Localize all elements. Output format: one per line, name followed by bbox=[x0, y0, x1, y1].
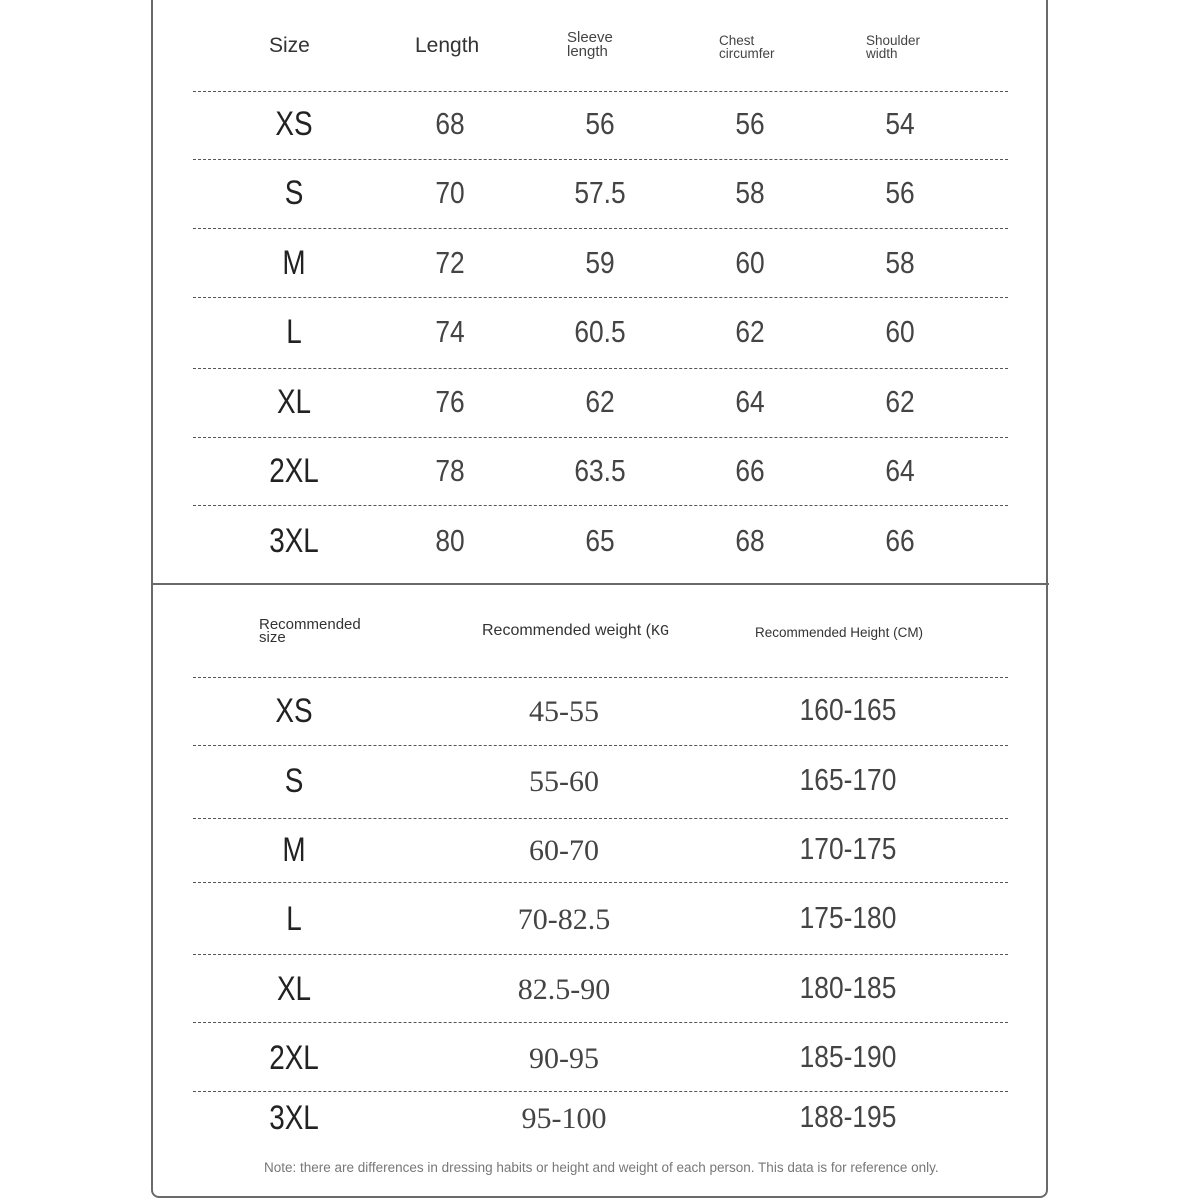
header-recommended-size: Recommended size bbox=[259, 616, 361, 646]
shoulder-width-cell: 60 bbox=[885, 314, 915, 349]
recommended-size-cell: M bbox=[282, 831, 306, 869]
section-divider bbox=[151, 583, 1049, 585]
recommended-size-cell: L bbox=[286, 900, 302, 938]
size-cell: M bbox=[282, 244, 306, 282]
dashed-row-separator bbox=[193, 297, 1008, 298]
length-cell: 74 bbox=[435, 314, 465, 349]
header-length: Length bbox=[415, 34, 480, 57]
dashed-row-separator bbox=[193, 437, 1008, 438]
recommended-size-cell: XS bbox=[275, 692, 313, 730]
length-cell: 68 bbox=[435, 106, 465, 141]
shoulder-width-cell: 64 bbox=[885, 453, 915, 488]
height-range-cell: 170-175 bbox=[799, 831, 897, 866]
weight-range-cell: 45-55 bbox=[529, 695, 599, 728]
dashed-row-separator bbox=[193, 1091, 1008, 1092]
dashed-row-separator bbox=[193, 159, 1008, 160]
chest-cell: 62 bbox=[735, 314, 765, 349]
weight-range-cell: 60-70 bbox=[529, 834, 599, 867]
chest-cell: 56 bbox=[735, 106, 765, 141]
chest-cell: 68 bbox=[735, 523, 765, 558]
weight-range-cell: 55-60 bbox=[529, 765, 599, 798]
shoulder-width-cell: 66 bbox=[885, 523, 915, 558]
size-cell: 3XL bbox=[269, 522, 319, 560]
height-range-cell: 188-195 bbox=[799, 1099, 897, 1134]
length-cell: 76 bbox=[435, 384, 465, 419]
header-recommended-weight: Recommended weight (KG bbox=[482, 622, 669, 640]
dashed-row-separator bbox=[193, 228, 1008, 229]
length-cell: 70 bbox=[435, 175, 465, 210]
dashed-row-separator bbox=[193, 368, 1008, 369]
header-shoulder-width: Shoulder width bbox=[866, 33, 921, 61]
weight-range-cell: 90-95 bbox=[529, 1042, 599, 1075]
weight-range-cell: 82.5-90 bbox=[517, 973, 611, 1006]
size-cell: XS bbox=[275, 105, 313, 143]
height-range-cell: 185-190 bbox=[799, 1039, 897, 1074]
height-range-cell: 160-165 bbox=[799, 692, 897, 727]
height-range-cell: 180-185 bbox=[799, 970, 897, 1005]
shoulder-width-cell: 56 bbox=[885, 175, 915, 210]
size-cell: L bbox=[286, 313, 302, 351]
header-recommended-height: Recommended Height (CM) bbox=[755, 625, 924, 640]
chest-cell: 58 bbox=[735, 175, 765, 210]
shoulder-width-cell: 62 bbox=[885, 384, 915, 419]
height-range-cell: 165-170 bbox=[799, 762, 897, 797]
length-cell: 78 bbox=[435, 453, 465, 488]
sleeve-length-cell: 59 bbox=[585, 245, 615, 280]
shoulder-width-cell: 58 bbox=[885, 245, 915, 280]
dashed-row-separator bbox=[193, 91, 1008, 92]
size-cell: S bbox=[284, 174, 304, 212]
recommended-size-cell: S bbox=[284, 762, 304, 800]
header-sleeve-length: Sleeve length bbox=[567, 29, 613, 60]
size-cell: 2XL bbox=[269, 452, 319, 490]
dashed-row-separator bbox=[193, 954, 1008, 955]
dashed-row-separator bbox=[193, 677, 1008, 678]
height-range-cell: 175-180 bbox=[799, 900, 897, 935]
size-cell: XL bbox=[276, 383, 312, 421]
sleeve-length-cell: 60.5 bbox=[574, 314, 626, 349]
chest-cell: 64 bbox=[735, 384, 765, 419]
reference-note: Note: there are differences in dressing habits or height and weight of each person. This data is for reference only. bbox=[264, 1160, 939, 1175]
sleeve-length-cell: 56 bbox=[585, 106, 615, 141]
weight-range-cell: 95-100 bbox=[521, 1102, 607, 1135]
dashed-row-separator bbox=[193, 745, 1008, 746]
recommended-size-cell: 3XL bbox=[269, 1099, 319, 1137]
recommended-size-cell: XL bbox=[276, 970, 312, 1008]
sleeve-length-cell: 57.5 bbox=[574, 175, 626, 210]
weight-range-cell: 70-82.5 bbox=[517, 903, 611, 936]
shoulder-width-cell: 54 bbox=[885, 106, 915, 141]
dashed-row-separator bbox=[193, 882, 1008, 883]
length-cell: 80 bbox=[435, 523, 465, 558]
dashed-row-separator bbox=[193, 505, 1008, 506]
recommended-size-cell: 2XL bbox=[269, 1039, 319, 1077]
header-chest-circumference: Chest circumfer bbox=[719, 33, 775, 61]
sleeve-length-cell: 62 bbox=[585, 384, 615, 419]
chest-cell: 66 bbox=[735, 453, 765, 488]
dashed-row-separator bbox=[193, 1022, 1008, 1023]
sleeve-length-cell: 65 bbox=[585, 523, 615, 558]
header-size: Size bbox=[269, 34, 310, 57]
dashed-row-separator bbox=[193, 818, 1008, 819]
sleeve-length-cell: 63.5 bbox=[574, 453, 626, 488]
chest-cell: 60 bbox=[735, 245, 765, 280]
length-cell: 72 bbox=[435, 245, 465, 280]
